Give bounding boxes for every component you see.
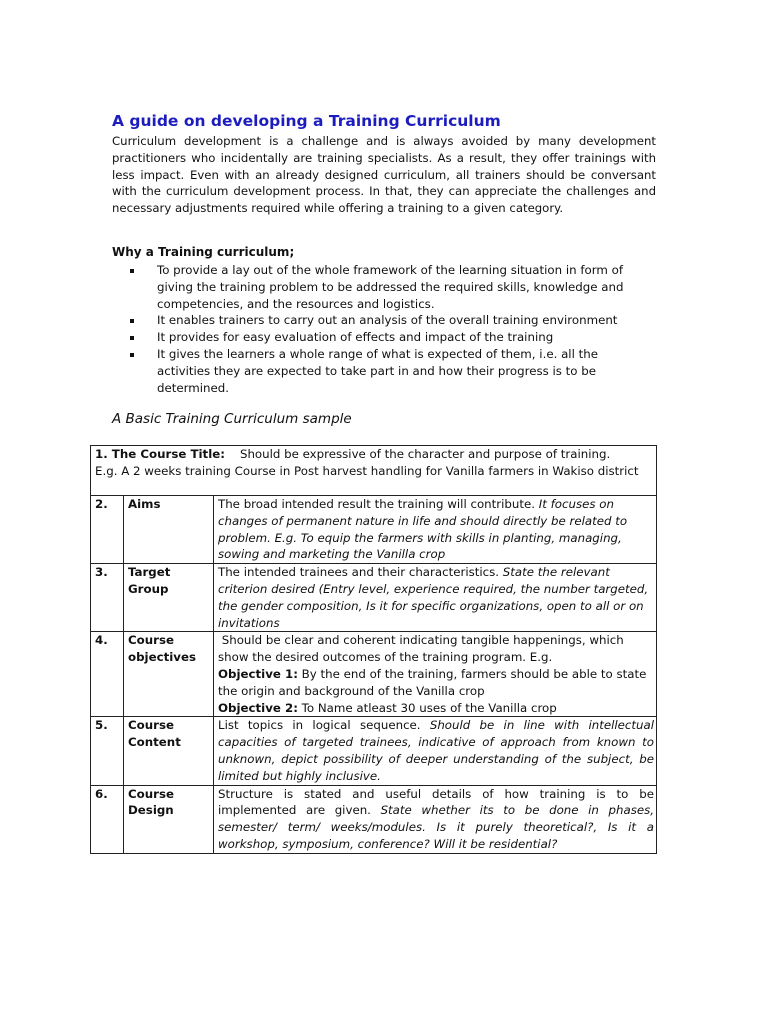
description-italic: It focuses on changes of permanent nature in life and should directly be related to problem. E.g. To equip the farmers with skills in planting, managing, sowing and marketing the Vanilla crop xyxy=(218,497,628,562)
objective-1-text: By the end of the training, farmers should be able to state the origin and background of the Vanilla crop xyxy=(218,666,647,698)
bullet-text: It enables trainers to carry out an analysis of the overall training environment xyxy=(157,313,618,328)
table-row xyxy=(91,446,657,496)
bullet-list xyxy=(130,262,650,396)
course-title-example: E.g. A 2 weeks training Course in Post harvest handling for Vanilla farmers in Wakiso district xyxy=(95,463,639,478)
description-italic: State the relevant criterion desired (Entry level, experience required, the number targeted, the gender composition, Is it for specific organizations, open to all or on invitations xyxy=(218,565,649,630)
list-item xyxy=(130,312,650,329)
row-number: 4. xyxy=(91,632,124,717)
row-label: Course Design xyxy=(124,785,214,853)
bullet-text: It provides for easy evaluation of effects and impact of the training xyxy=(157,330,554,345)
course-title-label: 1. The Course Title: xyxy=(95,447,225,461)
bullet-icon xyxy=(130,353,134,357)
row-description xyxy=(214,717,657,785)
objective-2-text: To Name atleast 30 uses of the Vanilla crop xyxy=(301,700,557,715)
row-description xyxy=(214,564,657,632)
table-row xyxy=(91,496,657,564)
table-row xyxy=(91,717,657,785)
why-heading: Why a Training curriculum; xyxy=(112,245,295,259)
description-plain: The broad intended result the training will contribute. xyxy=(218,497,536,511)
description-plain: List topics in logical sequence. xyxy=(218,718,421,733)
description-italic: Should be in line with intellectual capacities of targeted trainees, indicative of approach from known to unknown, depict possibility of deeper understanding of the subject, be limited but highly inclusive. xyxy=(218,718,654,783)
bullet-icon xyxy=(130,336,134,340)
description-plain: Should be clear and coherent indicating tangible happenings, which show the desired outcomes of the training program. E.g. xyxy=(218,633,624,665)
description-plain: Structure is stated and useful details of how training is to be implemented are given. xyxy=(218,786,654,818)
objective-1-label: Objective 1: xyxy=(218,666,298,681)
curriculum-table xyxy=(90,445,657,854)
row-label: Course objectives xyxy=(124,632,214,717)
row-label: Aims xyxy=(124,496,214,564)
course-title-cell xyxy=(91,446,657,496)
list-item xyxy=(130,329,650,346)
document-title: A guide on developing a Training Curriculum xyxy=(112,112,501,130)
row-number: 3. xyxy=(91,564,124,632)
bullet-text: To provide a lay out of the whole framework of the learning situation in form of giving the training problem to be addressed the required skills, knowledge and competencies, and the resources and logistics. xyxy=(157,263,624,311)
row-description xyxy=(214,496,657,564)
table-row xyxy=(91,564,657,632)
description-italic: State whether its to be done in phases, semester/ term/ weeks/modules. Is it purely theoretical?, Is it a workshop, symposium, conference? Will it be residential? xyxy=(218,803,655,851)
row-number: 5. xyxy=(91,717,124,785)
row-description xyxy=(214,632,657,717)
row-label: Target Group xyxy=(124,564,214,632)
list-item xyxy=(130,262,650,312)
row-label: Course Content xyxy=(124,717,214,785)
row-description xyxy=(214,785,657,853)
row-number: 6. xyxy=(91,785,124,853)
sample-heading: A Basic Training Curriculum sample xyxy=(112,411,352,427)
table-row xyxy=(91,785,657,853)
list-item xyxy=(130,346,650,396)
row-number: 2. xyxy=(91,496,124,564)
bullet-text: It gives the learners a whole range of what is expected of them, i.e. all the activities they are expected to take part in and how their progress is to be determined. xyxy=(157,346,598,395)
bullet-icon xyxy=(130,319,134,323)
table-row xyxy=(91,632,657,717)
bullet-icon xyxy=(130,269,134,273)
objective-2-label: Objective 2: xyxy=(218,700,298,715)
description-plain: The intended trainees and their characteristics. xyxy=(218,565,500,580)
course-title-text: Should be expressive of the character and purpose of training. xyxy=(239,447,611,461)
intro-paragraph: Curriculum development is a challenge and is always avoided by many development practitioners who incidentally are training specialists. As a result, they offer trainings with less impact. Even with an already designed curriculum, all trainers should be conversant with the curriculum development process. In that, they can appreciate the challenges and necessary adjustments required while offering a training to a given category. xyxy=(112,134,656,216)
